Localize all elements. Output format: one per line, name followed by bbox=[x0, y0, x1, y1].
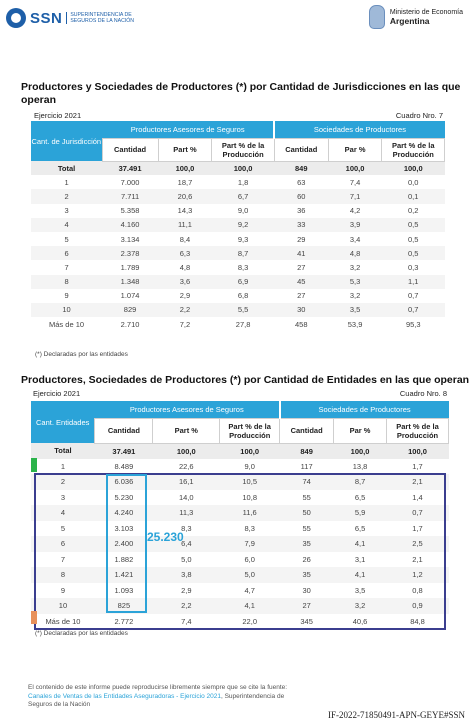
table-row bbox=[31, 246, 445, 260]
table-cell: 10 bbox=[31, 598, 95, 614]
table-cell: 1.882 bbox=[114, 554, 134, 564]
table-cell: 55 bbox=[302, 492, 311, 502]
table-cell: Más de 10 bbox=[49, 319, 85, 329]
page-header bbox=[0, 0, 471, 38]
table1-group-sociedades: Sociedades de Productores bbox=[274, 121, 444, 138]
cantidad-2-to-10-highlight bbox=[106, 474, 147, 613]
table-cell: 0,5 bbox=[408, 234, 419, 244]
table1-subheader: Cantidad bbox=[274, 138, 328, 161]
table2-title: Productores, Sociedades de Productores (*) por Cantidad de Entidades en las que operan bbox=[21, 374, 470, 386]
table-cell: 20,6 bbox=[158, 189, 212, 203]
table2-subheader: Part % bbox=[153, 418, 220, 443]
table-cell: 849 bbox=[280, 443, 334, 459]
table-cell: 55 bbox=[302, 523, 311, 533]
table2-group-sociedades: Sociedades de Productores bbox=[280, 401, 449, 418]
footer-text bbox=[28, 684, 288, 710]
table-cell: 36 bbox=[297, 206, 306, 216]
table1-cuadro: Cuadro Nro. 7 bbox=[395, 111, 443, 120]
table1-year: Ejercicio 2021 bbox=[34, 111, 82, 120]
footer-line1: El contenido de este informe puede reproducirse libremente siempre que bbox=[28, 684, 238, 691]
table-cell: 4,8 bbox=[328, 246, 382, 260]
table-cell: 5,3 bbox=[328, 275, 382, 289]
table-cell: 5 bbox=[64, 234, 69, 244]
table-cell: 7,4 bbox=[349, 177, 361, 187]
table-cell: 0,2 bbox=[408, 206, 419, 216]
table-cell: 6,5 bbox=[354, 492, 366, 502]
table-cell: 27 bbox=[297, 291, 306, 301]
footer-line-post: , Superintendencia de Seguros de la Nación bbox=[28, 692, 285, 708]
table-cell: 4,8 bbox=[179, 262, 191, 272]
table-cell: 2.400 bbox=[95, 536, 153, 552]
table-cell: 100,0 bbox=[220, 443, 280, 459]
table-cell: 100,0 bbox=[153, 443, 220, 459]
table-cell: 7.711 bbox=[102, 189, 158, 203]
table-cell: 95,3 bbox=[405, 319, 421, 329]
table-cell: 6 bbox=[31, 536, 95, 552]
table-row bbox=[31, 260, 445, 274]
table-cell: 3,6 bbox=[158, 275, 212, 289]
table2-first-col-header: Cant. Entidades bbox=[31, 401, 95, 443]
table-cell: 3,2 bbox=[349, 291, 361, 301]
table-cell: 5.230 bbox=[114, 492, 134, 502]
table-cell: 1,7 bbox=[412, 461, 423, 471]
ssn-sub-line2: SEGUROS DE LA NACIÓN bbox=[70, 18, 135, 24]
table-cell: 2,2 bbox=[153, 598, 220, 614]
table-row bbox=[31, 275, 445, 289]
table-row bbox=[31, 189, 445, 203]
table-cell: 2 bbox=[31, 474, 95, 490]
table-cell: 2,1 bbox=[412, 554, 423, 564]
table-cell: 0,9 bbox=[387, 598, 449, 614]
table-cell: 5 bbox=[60, 523, 66, 533]
table-cell: 8,3 bbox=[244, 523, 255, 533]
table-cell: 7,4 bbox=[181, 616, 192, 626]
table-row bbox=[31, 218, 445, 232]
table-cell: 8,7 bbox=[212, 246, 274, 260]
table-cell: 849 bbox=[274, 161, 328, 175]
table-cell: 22,0 bbox=[242, 616, 257, 626]
table-cell: 0,5 bbox=[382, 218, 445, 232]
table-cell: 4,7 bbox=[244, 585, 255, 595]
table-cell: 1,1 bbox=[382, 275, 445, 289]
table-cell: 11,6 bbox=[220, 505, 280, 521]
table-cell: 1,4 bbox=[412, 492, 423, 502]
table-cell: 1,7 bbox=[412, 523, 423, 533]
table-cell: 8 bbox=[31, 567, 95, 583]
table-cell: 1.348 bbox=[102, 275, 158, 289]
table-cell: 8,7 bbox=[334, 474, 387, 490]
table-cell: 2.772 bbox=[114, 616, 134, 626]
table-cell: 4,1 bbox=[334, 567, 387, 583]
ministry-country: Argentina bbox=[389, 15, 430, 26]
table-cell: 2,2 bbox=[158, 303, 212, 317]
table-cell: 33 bbox=[274, 218, 328, 232]
table-cell: Total bbox=[31, 161, 102, 175]
table-cell: 5,5 bbox=[212, 303, 274, 317]
table-cell: 4,2 bbox=[349, 206, 361, 216]
table-cell: 1,8 bbox=[237, 177, 249, 187]
table-cell: 100,0 bbox=[382, 161, 445, 175]
table1-title bbox=[21, 81, 460, 107]
table-total-row bbox=[31, 443, 449, 459]
table-cell: 4.160 bbox=[102, 218, 158, 232]
table-cell: 9 bbox=[64, 291, 69, 301]
table-cell: 3,8 bbox=[153, 567, 220, 583]
table-cell: 41 bbox=[274, 246, 328, 260]
table-cell: 14,0 bbox=[178, 492, 194, 502]
table-cell: 27 bbox=[297, 262, 306, 272]
table-cell: 1.093 bbox=[114, 585, 134, 595]
table-cell: 29 bbox=[297, 234, 306, 244]
ssn-sub-line1: SUPERINTENDENCIA DE bbox=[70, 12, 132, 18]
table-cell: 6,0 bbox=[244, 554, 255, 564]
table-cell: 3 bbox=[64, 206, 69, 216]
table-cell: 4,1 bbox=[334, 536, 387, 552]
table2-year: Ejercicio 2021 bbox=[33, 389, 81, 398]
table-total-row bbox=[31, 161, 445, 175]
table-cell: 8,3 bbox=[181, 523, 192, 533]
table-cell: 117 bbox=[300, 461, 313, 471]
table-cell: 7.000 bbox=[120, 177, 140, 187]
table-cell: 3,1 bbox=[354, 554, 366, 564]
table-cell: 100,0 bbox=[387, 443, 449, 459]
table-cell: 0,0 bbox=[408, 177, 419, 187]
table-row bbox=[31, 175, 445, 189]
table-cell: 6,7 bbox=[212, 189, 274, 203]
table1-title-line1: Productores y Sociedades de Productores (*) por Cantidad de Jurisdicciones en las que bbox=[21, 81, 461, 93]
table-cell: 4 bbox=[31, 218, 102, 232]
ssn-logo bbox=[6, 8, 134, 28]
table-cell: 16,1 bbox=[153, 474, 220, 490]
table-cell: 8.489 bbox=[114, 461, 134, 471]
table-cell: 45 bbox=[274, 275, 328, 289]
table-cell: 84,8 bbox=[410, 616, 425, 626]
table-cell: 3,5 bbox=[354, 585, 366, 595]
table2-subheader: Par % bbox=[334, 418, 387, 443]
table1-subheader: Part % de la Producción bbox=[382, 138, 445, 161]
table-cell: 0,3 bbox=[408, 262, 419, 272]
table-cell: 60 bbox=[274, 189, 328, 203]
table-cell: 27 bbox=[280, 598, 334, 614]
table-cell: 7 bbox=[64, 262, 69, 272]
table1-title-line2: operan bbox=[21, 94, 57, 106]
table-cell: 9,0 bbox=[244, 461, 255, 471]
table-cell: 27,8 bbox=[235, 319, 251, 329]
ministry-name: Ministerio de Economía bbox=[389, 8, 463, 16]
table-cell: 0,8 bbox=[412, 585, 423, 595]
table-cell: 9,3 bbox=[237, 234, 249, 244]
table-cell: 53,9 bbox=[347, 319, 363, 329]
table-cell: 1 bbox=[60, 461, 66, 471]
table-cell: 35 bbox=[280, 536, 334, 552]
table-cell: 100,0 bbox=[328, 161, 382, 175]
table2-note: (*) Declaradas por las entidades bbox=[35, 630, 128, 637]
table-row bbox=[31, 317, 445, 331]
table-cell: 13,8 bbox=[352, 461, 368, 471]
green-marker bbox=[31, 458, 37, 472]
table-cell: 0,7 bbox=[387, 505, 449, 521]
table-row bbox=[31, 289, 445, 303]
table-cell: 1.074 bbox=[120, 291, 140, 301]
table-cell: 0,5 bbox=[382, 246, 445, 260]
table-cell: 9,2 bbox=[212, 218, 274, 232]
footer-source-link[interactable]: Canales de Ventas de las Entidades Aseguradoras - Ejercicio 2021 bbox=[28, 692, 221, 700]
table-cell: 6 bbox=[31, 246, 102, 260]
table-cell: 30 bbox=[274, 303, 328, 317]
table-cell: 18,7 bbox=[177, 177, 193, 187]
table-cell: 6.036 bbox=[95, 474, 153, 490]
table2-group-productores: Productores Asesores de Seguros bbox=[95, 401, 280, 418]
table-cell: 3,5 bbox=[328, 303, 382, 317]
table-cell: 0,7 bbox=[408, 291, 419, 301]
ssn-subtitle bbox=[66, 12, 134, 24]
table-cell: 9,0 bbox=[237, 206, 249, 216]
table2-subheader: Cantidad bbox=[280, 418, 334, 443]
table-cell: 10 bbox=[31, 303, 102, 317]
table-cell: 40,6 bbox=[352, 616, 368, 626]
table-cell: 35 bbox=[280, 567, 334, 583]
table1-note: (*) Declaradas por las entidades bbox=[35, 351, 128, 358]
ministry-logo bbox=[369, 5, 463, 29]
table-cell: 100,0 bbox=[212, 161, 274, 175]
table-cell: 6,5 bbox=[354, 523, 366, 533]
table-cell: 345 bbox=[300, 616, 313, 626]
table-cell: 2,9 bbox=[179, 291, 191, 301]
table-cell: 7,9 bbox=[220, 536, 280, 552]
table-cell: 0,1 bbox=[382, 189, 445, 203]
sum-annotation: 25.230 bbox=[147, 530, 184, 544]
table-cell: 1.421 bbox=[95, 567, 153, 583]
rows-2-to-10-highlight bbox=[34, 473, 446, 630]
table-cell: 7,2 bbox=[179, 319, 191, 329]
table1-subheader: Part % bbox=[158, 138, 212, 161]
table1-subheader: Cantidad bbox=[102, 138, 158, 161]
table-cell: 3.134 bbox=[120, 234, 140, 244]
coat-of-arms-icon bbox=[369, 5, 385, 29]
table-cell: 2,1 bbox=[387, 474, 449, 490]
table-cell: 0,7 bbox=[382, 303, 445, 317]
table-cell: 8,3 bbox=[237, 262, 249, 272]
table-cell: 14,3 bbox=[177, 206, 193, 216]
table1-first-col-header: Cant. de Jurisdicción bbox=[31, 121, 102, 161]
table-cell: 1,2 bbox=[387, 567, 449, 583]
table-cell: 30 bbox=[302, 585, 311, 595]
table-row bbox=[31, 204, 445, 218]
table2-subheader: Part % de la Producción bbox=[387, 418, 449, 443]
table-cell: 7,1 bbox=[328, 189, 382, 203]
table-cell: 2.710 bbox=[120, 319, 140, 329]
table1-group-productores: Productores Asesores de Seguros bbox=[102, 121, 274, 138]
table-cell: 1 bbox=[64, 177, 69, 187]
table-cell: 74 bbox=[280, 474, 334, 490]
table-cell: 10,5 bbox=[220, 474, 280, 490]
table-cell: 825 bbox=[95, 598, 153, 614]
table-cell: Total bbox=[31, 443, 95, 459]
table-cell: 6,3 bbox=[158, 246, 212, 260]
table-cell: 2.378 bbox=[102, 246, 158, 260]
table-cell: 7 bbox=[60, 554, 66, 564]
table-cell: Más de 10 bbox=[45, 616, 81, 626]
table-cell: 5,0 bbox=[181, 554, 192, 564]
table-cell: 4.240 bbox=[95, 505, 153, 521]
table-cell: 2,9 bbox=[181, 585, 192, 595]
table-cell: 6,4 bbox=[153, 536, 220, 552]
table-cell: 3,2 bbox=[349, 262, 361, 272]
table-cell: 2,5 bbox=[387, 536, 449, 552]
ssn-emblem-icon bbox=[6, 8, 26, 28]
table-cell: 100,0 bbox=[158, 161, 212, 175]
table-row bbox=[31, 232, 445, 246]
document-id: IF-2022-71850491-APN-GEYE#SSN bbox=[328, 710, 465, 720]
table-cell: 26 bbox=[302, 554, 311, 564]
table-cell: 3,2 bbox=[334, 598, 387, 614]
table1-subheader: Part % de la Producción bbox=[212, 138, 274, 161]
table-cell: 5,9 bbox=[334, 505, 387, 521]
table-cell: 458 bbox=[294, 319, 308, 329]
table2-subheader: Part % de la Producción bbox=[220, 418, 280, 443]
table-cell: 8 bbox=[31, 275, 102, 289]
table-cell: 37.491 bbox=[102, 161, 158, 175]
table-cell: 22,6 bbox=[178, 461, 194, 471]
table-cell: 829 bbox=[102, 303, 158, 317]
table2-cuadro: Cuadro Nro. 8 bbox=[399, 389, 447, 398]
table-cell: 50 bbox=[280, 505, 334, 521]
table-cell: 6,8 bbox=[237, 291, 249, 301]
table1 bbox=[31, 121, 445, 331]
table-cell: 3,4 bbox=[349, 234, 361, 244]
table-cell: 8,4 bbox=[179, 234, 191, 244]
table-cell: 1.789 bbox=[120, 262, 140, 272]
table-cell: 10,8 bbox=[242, 492, 257, 502]
ssn-name: SSN bbox=[30, 9, 63, 27]
orange-marker bbox=[31, 611, 37, 624]
table-cell: 63 bbox=[297, 177, 306, 187]
table-cell: 11,1 bbox=[158, 218, 212, 232]
table-cell: 4 bbox=[31, 505, 95, 521]
table-row bbox=[31, 303, 445, 317]
table-cell: 37.491 bbox=[95, 443, 153, 459]
table-cell: 11,3 bbox=[153, 505, 220, 521]
table-cell: 5.358 bbox=[120, 206, 140, 216]
table-cell: 9 bbox=[60, 585, 66, 595]
table-cell: 3 bbox=[60, 492, 66, 502]
table-cell: 100,0 bbox=[334, 443, 387, 459]
table1-subheader: Par % bbox=[328, 138, 382, 161]
table2-subheader: Cantidad bbox=[95, 418, 153, 443]
table-row bbox=[31, 459, 449, 475]
table-cell: 3,9 bbox=[328, 218, 382, 232]
footer-line2-pre: se cite la fuente: bbox=[239, 684, 288, 691]
table-cell: 2 bbox=[31, 189, 102, 203]
table-cell: 6,9 bbox=[212, 275, 274, 289]
table-cell: 5,0 bbox=[220, 567, 280, 583]
table-cell: 3.103 bbox=[114, 523, 134, 533]
table-cell: 4,1 bbox=[220, 598, 280, 614]
